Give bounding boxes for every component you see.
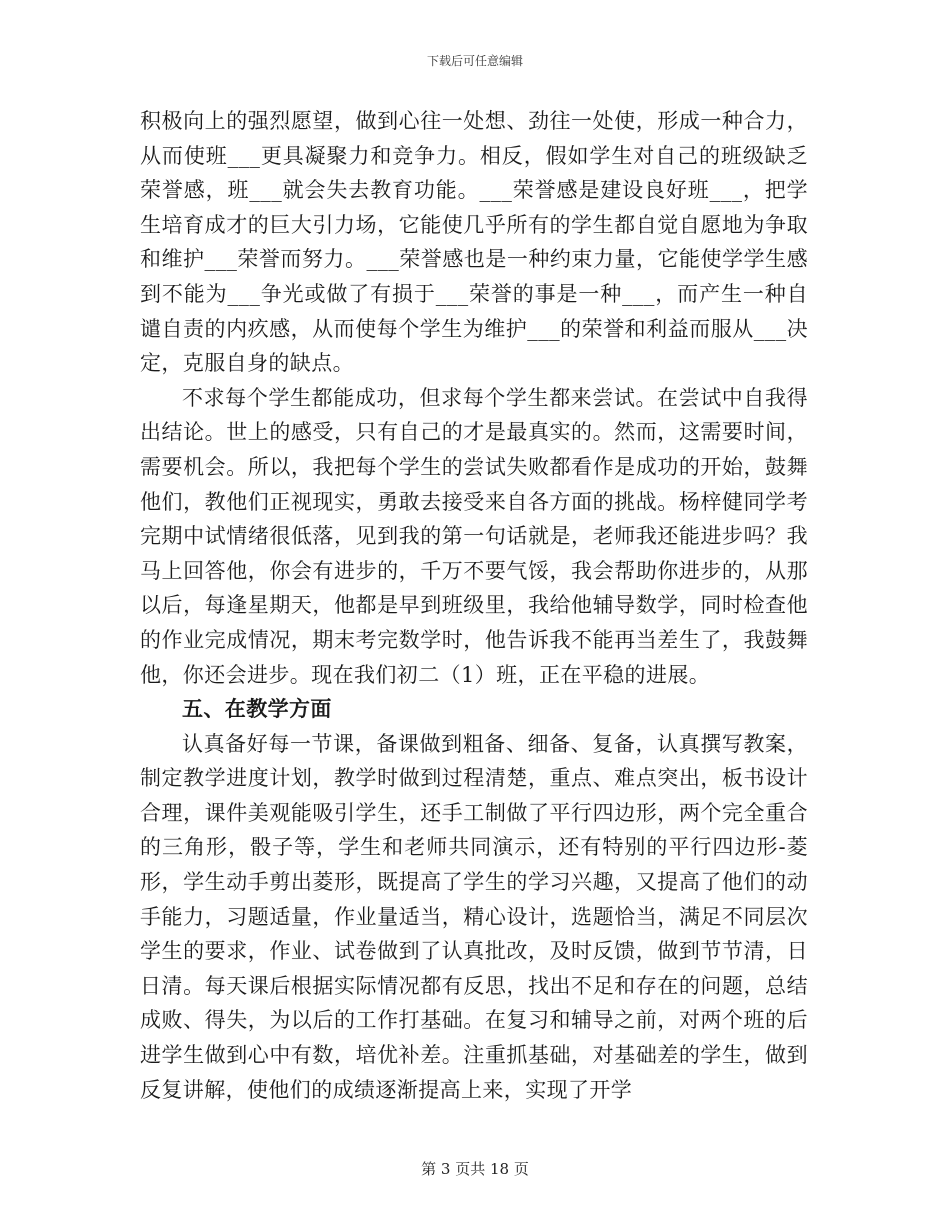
paragraph-class-honor: 积极向上的强烈愿望，做到心往一处想、劲往一处使，形成一种合力，从而使班___更具凝聚力和竞争力。相反，假如学生对自己的班级缺乏荣誉感，班___就会失去教育功能。___荣誉感是建设良好班___，把学生培育成才的巨大引力场，它能使几乎所有的学生都自觉自愿地为争取和维护___荣誉而努力。___荣誉感也是一种约束力量，它能使学学生感到不能为___争光或做了有损于___荣誉的事是一种___，而产生一种自谴自责的内疚感，从而使每个学生为维护___的荣誉和利益而服从___决定，克服自身的缺点。 (140, 109, 808, 376)
paragraph-lesson-preparation: 认真备好每一节课，备课做到粗备、细备、复备，认真撰写教案，制定教学进度计划，教学时做到过程清楚，重点、难点突出，板书设计合理，课件美观能吸引学生，还手工制做了平行四边形，两个完全重合的三角形，骰子等，学生和老师共同演示，还有特别的平行四边形-菱形，学生动手剪出菱形，既提高了学生的学习兴趣，又提高了他们的动手能力，习题适量，作业量适当，精心设计，选题恰当，满足不同层次学生的要求，作业、试卷做到了认真批改，及时反馈，做到节节清，日日清。每天课后根据实际情况都有反思，找出不足和存在的问题，总结成败、得失，为以后的工作打基础。在复习和辅导之前，对两个班的后进学生做到心中有数，培优补差。注重抓基础，对基础差的学生，做到反复讲解，使他们的成绩逐渐提高上来，实现了开学 (140, 731, 808, 1102)
page-header: 下载后可任意编辑 (426, 54, 523, 68)
page-footer: 第 3 页共 18 页 (421, 1160, 529, 1178)
section-heading-teaching: 五、在教学方面 (182, 697, 332, 722)
document-body (140, 104, 808, 1107)
paragraph-encourage-attempts: 不求每个学生都能成功，但求每个学生都来尝试。在尝试中自我得出结论。世上的感受，只有自己的才是最真实的。然而，这需要时间，需要机会。所以，我把每个学生的尝试失败都看作是成功的开始，鼓舞他们，教他们正视现实，勇敢去接受来自各方面的挑战。杨梓健同学考完期中试情绪很低落，见到我的第一句话就是，老师我还能进步吗？我马上回答他，你会有进步的，千万不要气馁，我会帮助你进步的，从那以后，每逢星期天，他都是早到班级里，我给他辅导数学，同时检查他的作业完成情况，期末考完数学时，他告诉我不能再当差生了，我鼓舞他，你还会进步。现在我们初二（1）班，正在平稳的进展。 (140, 385, 808, 687)
